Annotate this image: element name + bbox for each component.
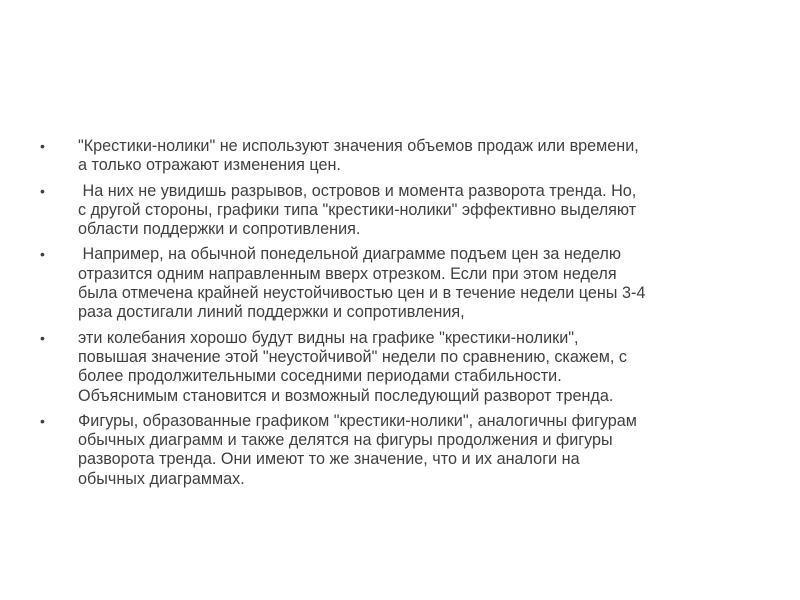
bullet-text xyxy=(78,137,770,176)
text-line: повышая значение этой "неустойчивой" недели по сравнению, скажем, с xyxy=(78,347,627,366)
bullet-text xyxy=(78,412,770,489)
text-line: Фигуры, образованные графиком "крестики-нолики", аналогичны фигурам xyxy=(78,411,637,430)
bullet-icon: • xyxy=(40,182,45,199)
text-line: с другой стороны, графики типа "крестики-нолики" эффективно выделяют xyxy=(78,200,637,219)
bullet-list xyxy=(40,137,770,495)
bullet-text xyxy=(78,245,770,322)
list-item xyxy=(40,412,770,489)
text-line: более продолжительными соседними периодами стабильности. xyxy=(78,367,562,386)
bullet-icon: • xyxy=(40,412,45,429)
bullet-icon: • xyxy=(40,138,45,154)
text-line: области поддержки и сопротивления. xyxy=(78,220,361,239)
text-line: а только отражают изменения цен. xyxy=(78,156,341,175)
list-item xyxy=(40,329,770,406)
text-line: эти колебания хорошо будут видны на графике "крестики-нолики", xyxy=(78,328,579,347)
bullet-text xyxy=(78,182,770,240)
text-line: обычных диаграммах. xyxy=(78,469,245,488)
text-line: раза достигали линий поддержки и сопротивления, xyxy=(78,303,465,322)
list-item xyxy=(40,137,770,176)
text-line: разворота тренда. Они имеют то же значение, что и их аналоги на xyxy=(78,450,580,469)
bullet-icon: • xyxy=(40,329,45,346)
list-item xyxy=(40,182,770,240)
text-line: Например, на обычной понедельной диаграмме подъем цен за неделю xyxy=(78,245,621,264)
text-line: отразится одним направленным вверх отрезком. Если при этом неделя xyxy=(78,264,617,283)
bullet-text xyxy=(78,329,770,406)
text-line: обычных диаграмм и также делятся на фигуры продолжения и фигуры xyxy=(78,431,613,450)
bullet-icon: • xyxy=(40,246,45,263)
text-line: была отмечена крайней неустойчивостью цен и в течение недели цены 3-4 xyxy=(78,284,646,303)
text-line: "Крестики-нолики" не используют значения объемов продаж или времени, xyxy=(78,137,639,155)
text-line: Объяснимым становится и возможный последующий разворот тренда. xyxy=(78,386,614,405)
list-item xyxy=(40,245,770,322)
text-line: На них не увидишь разрывов, островов и момента разворота тренда. Но, xyxy=(78,181,637,200)
